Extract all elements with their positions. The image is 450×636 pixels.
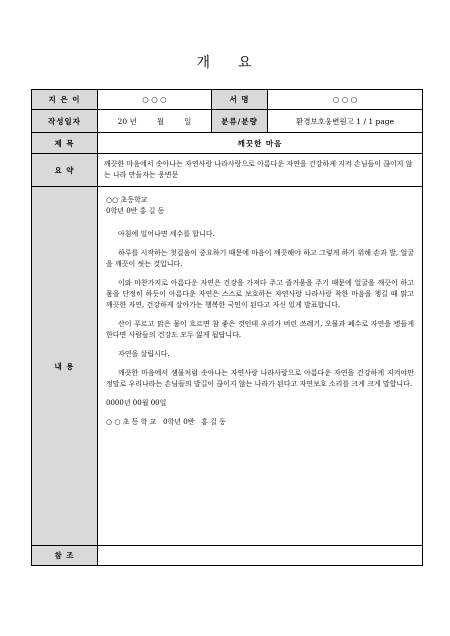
content-paragraph-3: 이와 마찬가지로 아름다운 자연은 건강을 가져다 주고 즐거움을 주기 때문에 얼굴을 깨끗이 하고 몸을 단정히 하듯이 아름다운 자연은 스스로 보호하는 자연사랑 나라사랑 착한 마음을 챙길 때 맑고 깨끗한 자연, 건강하게 살아가는 행복한 국민이 된다고 자신 있게 발표합니다. bbox=[106, 279, 414, 309]
reference-label: 참 조 bbox=[32, 546, 98, 566]
summary-label: 요 약 bbox=[32, 154, 98, 187]
subject-value: 깨끗한 마음 bbox=[98, 133, 423, 154]
category-label: 분류/분량 bbox=[212, 110, 268, 133]
content-body bbox=[98, 187, 423, 546]
content-paragraph-4: 산이 푸르고 맑은 물이 흐르면 참 좋은 것인데 우리가 버린 쓰레기, 오물과 폐수로 자연을 병들게 한다면 사람들의 건강도 모두 잃게 됩답니다. bbox=[106, 320, 414, 339]
date-year: 20 년 bbox=[117, 116, 137, 126]
document-title bbox=[0, 52, 450, 72]
sign-value: ○ ○ ○ bbox=[268, 90, 423, 110]
author-value: ○ ○ ○ bbox=[98, 90, 212, 110]
content-paragraph-6: 깨끗한 마음에서 샘물처럼 솟아나는 자연사랑 나라사랑으로 아름다운 자연을 건강하게 지켜야만 정말로 우리나라는 손님들의 발길이 끊이지 않는 나라가 된다고 자연보호 소리를 크게 크게 말합니다. bbox=[106, 369, 414, 388]
content-paragraph-2: 하루를 시작하는 첫걸음이 중요하기 때문에 마음이 깨끗해야 하고 그렇게 하기 위해 손과 발, 얼굴을 깨끗이 씻는 것입니다. bbox=[106, 249, 414, 268]
date-value bbox=[98, 110, 212, 133]
title-part-1: 개 bbox=[196, 55, 212, 71]
date-label: 작성일자 bbox=[32, 110, 98, 133]
content-paragraph-1: 아침에 일어나면 세수를 합니다. bbox=[118, 230, 215, 238]
content-paragraph-5: 자연을 살립시다. bbox=[118, 350, 170, 358]
content-signature: ○ ○ 초 등 학 교 0학년 0반 홍 길 동 bbox=[106, 418, 226, 426]
subject-label: 제 목 bbox=[32, 133, 98, 154]
content-date: 0000년 00월 00일 bbox=[106, 399, 167, 407]
title-part-2: 요 bbox=[238, 55, 254, 71]
category-value: 환경보호웅변원고 1 / 1 page bbox=[268, 110, 423, 133]
content-label: 내 용 bbox=[32, 187, 98, 546]
sign-label: 서 명 bbox=[212, 90, 268, 110]
summary-value: 깨끗한 마음에서 솟아나는 자연사랑 나라사랑으로 아름다운 자연을 건강하게 지켜 손님들이 끊이지 않는 나라 만들자는 웅변문 bbox=[98, 154, 423, 187]
reference-value bbox=[98, 546, 423, 566]
content-student: 0학년 0반 홍 길 동 bbox=[106, 207, 165, 215]
author-label: 지 은 이 bbox=[32, 90, 98, 110]
date-month: 월 bbox=[156, 116, 165, 126]
content-school: ○○ 초등학교 bbox=[106, 196, 148, 204]
date-day: 일 bbox=[184, 116, 192, 126]
overview-form bbox=[31, 89, 423, 566]
